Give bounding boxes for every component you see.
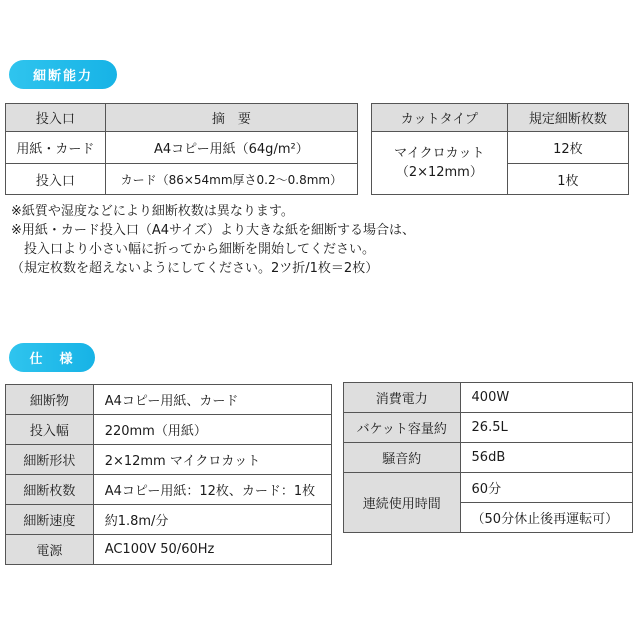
spec-label-width: 投入幅: [6, 415, 94, 445]
inlet-paper-card: 用紙・カード: [6, 132, 106, 164]
spec-value-power-consumption: 400W: [460, 383, 632, 413]
header-rated-sheets: 規定細断枚数: [507, 104, 628, 132]
spec-label-bucket: バケット容量約: [344, 413, 461, 443]
note-line: ※紙質や湿度などにより細断枚数は異なります。: [11, 204, 294, 219]
header-cut-type: カットタイプ: [372, 104, 508, 132]
summary-card: カード（86×54mm厚さ0.2〜0.8mm）: [105, 164, 357, 195]
summary-a4: A4コピー用紙（64g/m²）: [105, 132, 357, 164]
spec-value-material: A4コピー用紙、カード: [93, 385, 331, 415]
cut-type-table: [371, 103, 629, 195]
note-line: （規定枚数を超えないようにしてください。2ツ折/1枚＝2枚）: [11, 261, 379, 276]
spec-value-shape: 2×12mm マイクロカット: [93, 445, 331, 475]
spec-label-power-consumption: 消費電力: [344, 383, 461, 413]
cut-type-value: [372, 132, 508, 195]
spec-value-sheets: A4コピー用紙：12枚、カード：1枚: [93, 475, 331, 505]
spec-value-width: 220mm（用紙）: [93, 415, 331, 445]
spec-label-noise: 騒音約: [344, 443, 461, 473]
cut-type-size: （2×12mm）: [395, 165, 483, 180]
note-line: ※用紙・カード投入口（A4サイズ）より大きな紙を細断する場合は、: [11, 223, 416, 238]
note-line: 投入口より小さい幅に折ってから細断を開始してください。: [11, 242, 376, 257]
inlet-label: 投入口: [6, 164, 106, 195]
spec-value-power-source: AC100V 50/60Hz: [93, 535, 331, 565]
spec-value-speed: 約1.8m/分: [93, 505, 331, 535]
section-title-specifications: 仕 様: [9, 343, 95, 372]
specifications-table-right: [343, 382, 633, 533]
rated-sheets-card: 1枚: [507, 164, 628, 195]
specifications-table: [5, 384, 332, 565]
spec-label-shape: 細断形状: [6, 445, 94, 475]
spec-value-continuous-note: （50分休止後再運転可）: [460, 503, 632, 533]
spec-label-material: 細断物: [6, 385, 94, 415]
header-summary: 摘 要: [105, 104, 357, 132]
spec-label-sheets: 細断枚数: [6, 475, 94, 505]
spec-label-power-source: 電源: [6, 535, 94, 565]
spec-value-continuous-use: 60分: [460, 473, 632, 503]
cut-type-name: マイクロカット: [394, 146, 485, 161]
shredding-capacity-table: [5, 103, 358, 195]
header-inlet: 投入口: [6, 104, 106, 132]
spec-label-speed: 細断速度: [6, 505, 94, 535]
rated-sheets-paper: 12枚: [507, 132, 628, 164]
spec-label-continuous-use: 連続使用時間: [344, 473, 461, 533]
section-title-shredding-capacity: 細断能力: [9, 60, 117, 89]
spec-value-bucket: 26.5L: [460, 413, 632, 443]
notes: [11, 202, 415, 278]
spec-value-noise: 56dB: [460, 443, 632, 473]
